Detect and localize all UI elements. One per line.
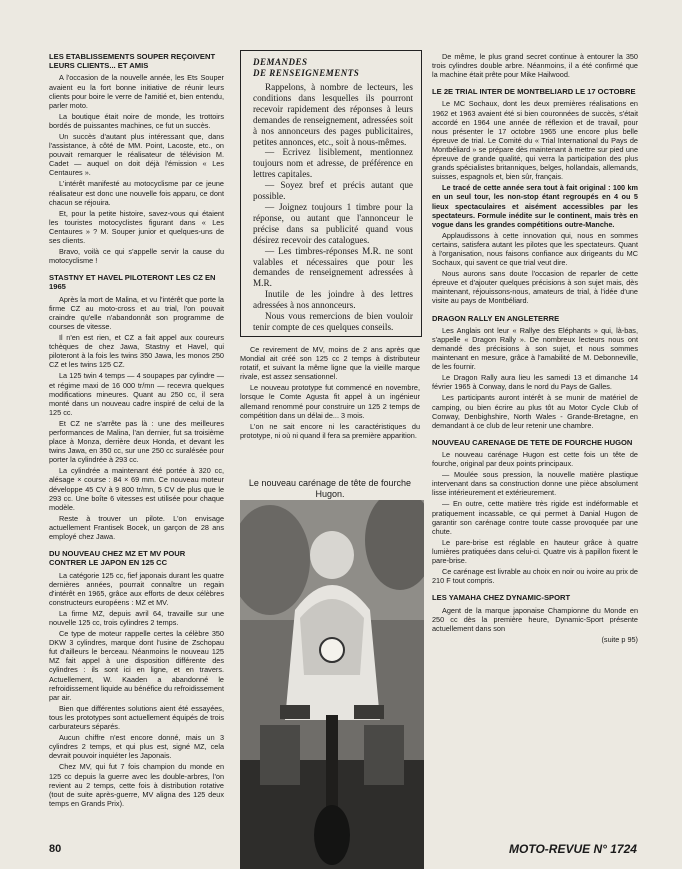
- paragraph: De même, le plus grand secret continue à entourer la 350 trois cylindres double arbre. Néanmoins, il a été confirmé que la machine était prête pour Mike Hailwood.: [432, 52, 638, 80]
- notice-paragraph: Nous vous remercions de bien vouloir tenir compte de ces quelques conseils.: [253, 311, 413, 332]
- paragraph: Reste à trouver un pilote. L'on envisage actuellement Frantisek Bocek, un garçon de 28 ans employé chez Jawa.: [49, 513, 224, 542]
- paragraph: La firme MZ, depuis avril 64, travaille sur une nouvelle 125 cc, trois cylindres 2 temps.: [49, 608, 224, 627]
- headline-stastny-havel: STASTNY ET HAVEL PILOTERONT LES CZ EN 1965: [49, 273, 216, 292]
- paragraph: L'intérêt manifesté au motocyclisme par ce jeune réalisateur est donc une nouvelle fois apparu, ce dont chacun se réjouira.: [49, 179, 224, 207]
- paragraph: Ce carénage est livrable au choix en noir ou ivoire au prix de 210 F tout compris.: [432, 567, 638, 586]
- paragraph: — Moulée sous pression, la nouvelle matière plastique intervenant dans sa construction donne une pièce absolument lisse intérieurement et extérieurement.: [432, 470, 638, 498]
- magazine-issue: MOTO-REVUE N° 1724: [509, 842, 637, 856]
- paragraph: Le nouveau carénage Hugon est cette fois un tête de fourche, original par deux points principaux.: [432, 449, 638, 469]
- headline-hugon: NOUVEAU CARENAGE DE TETE DE FOURCHE HUGON: [432, 437, 633, 447]
- notice-paragraph: Inutile de les joindre à des lettres adressées à nos annonceurs.: [253, 289, 413, 311]
- notice-title-line1: DEMANDES: [253, 57, 308, 67]
- paragraph: La catégorie 125 cc, fief japonais durant les quatre dernières années, pourrait connaître un regain d'intérêt en 1965, grâce aux efforts de deux célèbres constructeurs européens : MZ et MV.: [49, 570, 224, 607]
- notice-paragraph: — Ecrivez lisiblement, mentionnez toujours nom et adresse, de préférence en lettres capitales.: [253, 147, 413, 180]
- paragraph: Le MC Sochaux, dont les deux premières réalisations en 1962 et 1963 avaient été si bien couronnées de succès, s'était accordé en 1964 une année de réflexion et de travail, pour nous présenter le 17 octobre 1965 une encore plus belle épreuve de trial. Le Comité du « Trial International du Pays de Montbéliard » se prépare dès maintenant à mettre sur pied une épreuve de grande qualité, qui verra la participation des plus grands spécialistes britanniques, belges, hollandais, allemands, suisses, espagnols et, bien sûr, français.: [432, 99, 638, 182]
- paragraph: Le nouveau prototype fut commencé en novembre, lorsque le Comte Agusta fit appel à un ingénieur allemand renommé pour construire un 125 2 temps de compétition dans un délai de... 3 mois.: [240, 383, 420, 420]
- photo-caption: Le nouveau carénage de tête de fourche Hugon.: [248, 478, 412, 499]
- notice-paragraph: — Soyez bref et précis autant que possible.: [253, 180, 413, 202]
- headline-mz-mv: DU NOUVEAU CHEZ MZ ET MV POUR CONTRER LE JAPON EN 125 CC: [49, 549, 186, 568]
- headline-dragon-rally: DRAGON RALLY EN ANGLETERRE: [432, 313, 560, 323]
- paragraph: Bravo, voilà ce qui s'appelle servir la cause du motocyclisme !: [49, 247, 224, 266]
- notice-paragraph: Rappelons, à nombre de lecteurs, les conditions dans lesquelles ils pourront recevoir rapidement des réponses à leurs demandes de renseignement, adressées soit à nos annonceurs des pages publicitaires, petites annonces, etc., soit à nous-mêmes.: [253, 82, 413, 147]
- headline-trial-montbeliard: LE 2E TRIAL INTER DE MONTBELIARD LE 17 OCTOBRE: [432, 87, 636, 97]
- paragraph: Agent de la marque japonaise Championne du Monde en 250 cc dès la première heure, Dynamic-Sport présente actuellement dans son: [432, 605, 638, 633]
- continued-note: (suite p 95): [601, 634, 638, 644]
- paragraph: Les participants auront intérêt à se munir de matériel de camping, ou bien écrire au plus tôt au Motor Cycle Club of Conway, Denbighshire, North Wales - Grande-Bretagne, en demandant à ce club de leur retenir une chambre.: [432, 393, 638, 430]
- motorcycle-photo: [240, 500, 424, 869]
- paragraph: Un succès d'autant plus intéressant que, dans l'assistance, à côté de MM. Point, Lacoste, etc., on pouvait remarquer le réalisateur de télévision M. Cadet — auquel on doit déjà l'émission « Les Centaures ».: [49, 131, 224, 178]
- paragraph: La boutique était noire de monde, les trottoirs bordés de puissantes machines, ce fut un succès.: [49, 111, 224, 130]
- paragraph: Chez MV, qui fut 7 fois champion du monde en 125 cc depuis la guerre avec les double-arbres, l'on revient au 2 temps, cette fois à distribution rotative (tout de suite après-guerre, MV aligna des 125 deux temps en Grands Prix).: [49, 762, 224, 808]
- notice-title: [241, 51, 421, 82]
- paragraph: Le pare-brise est réglable en hauteur grâce à quatre lumières pratiquées dans celui-ci. Quatre vis à papillon fixent le pare-brise.: [432, 537, 638, 566]
- page-number: 80: [49, 843, 62, 855]
- paragraph: La cylindrée a maintenant été portée à 320 cc, alésage × course : 84 × 69 mm. Ce nouveau moteur développe 45 CV à 9 800 tr/mn, 5 CV de plus que le 293 cc. Une boîte 6 vitesses est utilisée pour chaque modèle.: [49, 466, 224, 512]
- motorcycle-illustration: [240, 500, 424, 869]
- paragraph: — En outre, cette matière très rigide est indéformable et pratiquement incassable, ce qui permet à Danial Hugon de garantir son carénage contre toute casse provoquée par une chute.: [432, 499, 638, 536]
- paragraph: A l'occasion de la nouvelle année, les Ets Souper avaient eu la fort bonne initiative de réunir leurs clients pour boire le verre de l'amitié et, bien entendu, parler moto.: [49, 73, 224, 110]
- column-right: [432, 52, 638, 842]
- paragraph: Nous aurons sans doute l'occasion de reparler de cette épreuve et d'ajouter quelques précisions à son sujet mais, dès maintenant, réjouissons-nous, amateurs de trial, à l'idée d'une visite au pays de Montbéliard.: [432, 269, 638, 306]
- paragraph: Aucun chiffre n'est encore donné, mais un 3 cylindres 2 temps, et qui plus est, signé MZ, cela devrait pouvoir inquiéter les Japonais.: [49, 733, 224, 761]
- headline-yamaha: LES YAMAHA CHEZ DYNAMIC-SPORT: [432, 593, 571, 603]
- paragraph: Et, pour la petite histoire, savez-vous qui étaient les touristes motocyclistes figurant dans « Les Centaures » ? M. Souper junior et quelques-uns de ses clients.: [49, 208, 224, 245]
- paragraph: Après la mort de Malina, et vu l'intérêt que porte la firme CZ au moto-cross et au trial, l'on pouvait craindre qu'elle n'abandonnât son programme de courses de vitesse.: [49, 294, 224, 331]
- paragraph: Ce revirement de MV, moins de 2 ans après que Mondial ait créé son 125 cc 2 temps à distributeur rotatif, et suivant la même ligne que la vieille marque rivale, est assez sensationnel.: [240, 345, 420, 382]
- paragraph: Le tracé de cette année sera tout à fait original : 100 km en un seul tour, les non-stop étant regroupés en 4 ou 5 lieux spectaculaires et aisément accessibles par les spectateurs. Formule inédite sur le continent, mais très en vogue dans les grandes compétitions outre-Manche.: [432, 183, 638, 229]
- paragraph: Les Anglais ont leur « Rallye des Eléphants » qui, là-bas, s'appelle « Dragon Rally ». De nombreux lecteurs nous ont demandé des précisions à son sujet, et nous sommes maintenant en mesure, grâce à l'amabilité de M. Debonneville, de les fournir.: [432, 325, 638, 372]
- paragraph: L'on ne sait encore ni les caractéristiques du prototype, ni où ni quand il fera sa première apparition.: [240, 421, 420, 440]
- paragraph: La 125 twin 4 temps — 4 soupapes par cylindre — et régime maxi de 16 000 tr/mn — recevra quelques modifications mineures. Quant au 250 cc, il sera monté dans un nouveau cadre inspiré de celui de la 125 cc.: [49, 371, 224, 417]
- column-left: [49, 52, 224, 842]
- notice-box: [240, 50, 422, 337]
- paragraph: Et CZ ne s'arrête pas là : une des meilleures performances de Malina, l'an dernier, fut sa troisième place à Monza, derrière deux Honda, et devant les twins Jawa, en 350 cc, sur une 250 cc suralésée pour porter la cylindrée à 293 cc.: [49, 418, 224, 465]
- notice-paragraph: — Joignez toujours 1 timbre pour la réponse, ou autant que l'annonceur le précise dans sa publicité quand vous désirez recevoir des catalogues.: [253, 201, 413, 245]
- paragraph: Bien que différentes solutions aient été essayées, tous les prototypes sont actuellement équipés de trois carburateurs séparés.: [49, 703, 224, 732]
- paragraph: Le Dragon Rally aura lieu les samedi 13 et dimanche 14 février 1965 à Conway, dans le nord du Pays de Galles.: [432, 373, 638, 392]
- column-middle-text: [240, 345, 420, 475]
- paragraph: Applaudissons à cette innovation qui, nous en sommes certains, satisfera autant les pilotes que les spectateurs. Quant à l'organisation, nous faisons confiance aux dirigeants du MC Sochaux, qui savent ce que trial veut dire.: [432, 230, 638, 268]
- notice-title-line2: DE RENSEIGNEMENTS: [253, 68, 360, 78]
- notice-paragraph: — Les timbres-réponses M.R. ne sont valables et nécessaires que pour les demandes de renseignement adressées à M.R.: [253, 245, 413, 289]
- headline-souper: LES ETABLISSEMENTS SOUPER REÇOIVENT LEURS CLIENTS... ET AMIS: [49, 52, 216, 71]
- paragraph: Ce type de moteur rappelle certes la célèbre 350 DKW 3 cylindres, marque dont l'usine de Zschopau fut d'ailleurs le berceau. Néanmoins le nouveau 125 MZ fait appel à une disposition différente des cylindres : ils sont ici en ligne, et en travers. Actuellement, W. Kaaden a abandonné le refroidissement liquide au bénéfice du refroidissement par air.: [49, 629, 224, 702]
- paragraph: Il n'en est rien, et CZ a fait appel aux coureurs tchèques de chez Jawa, Stastny et Havel, qui piloteront à la fois les twins 350 Jawa, les monos 250 CZ et les twins 125 CZ.: [49, 333, 224, 370]
